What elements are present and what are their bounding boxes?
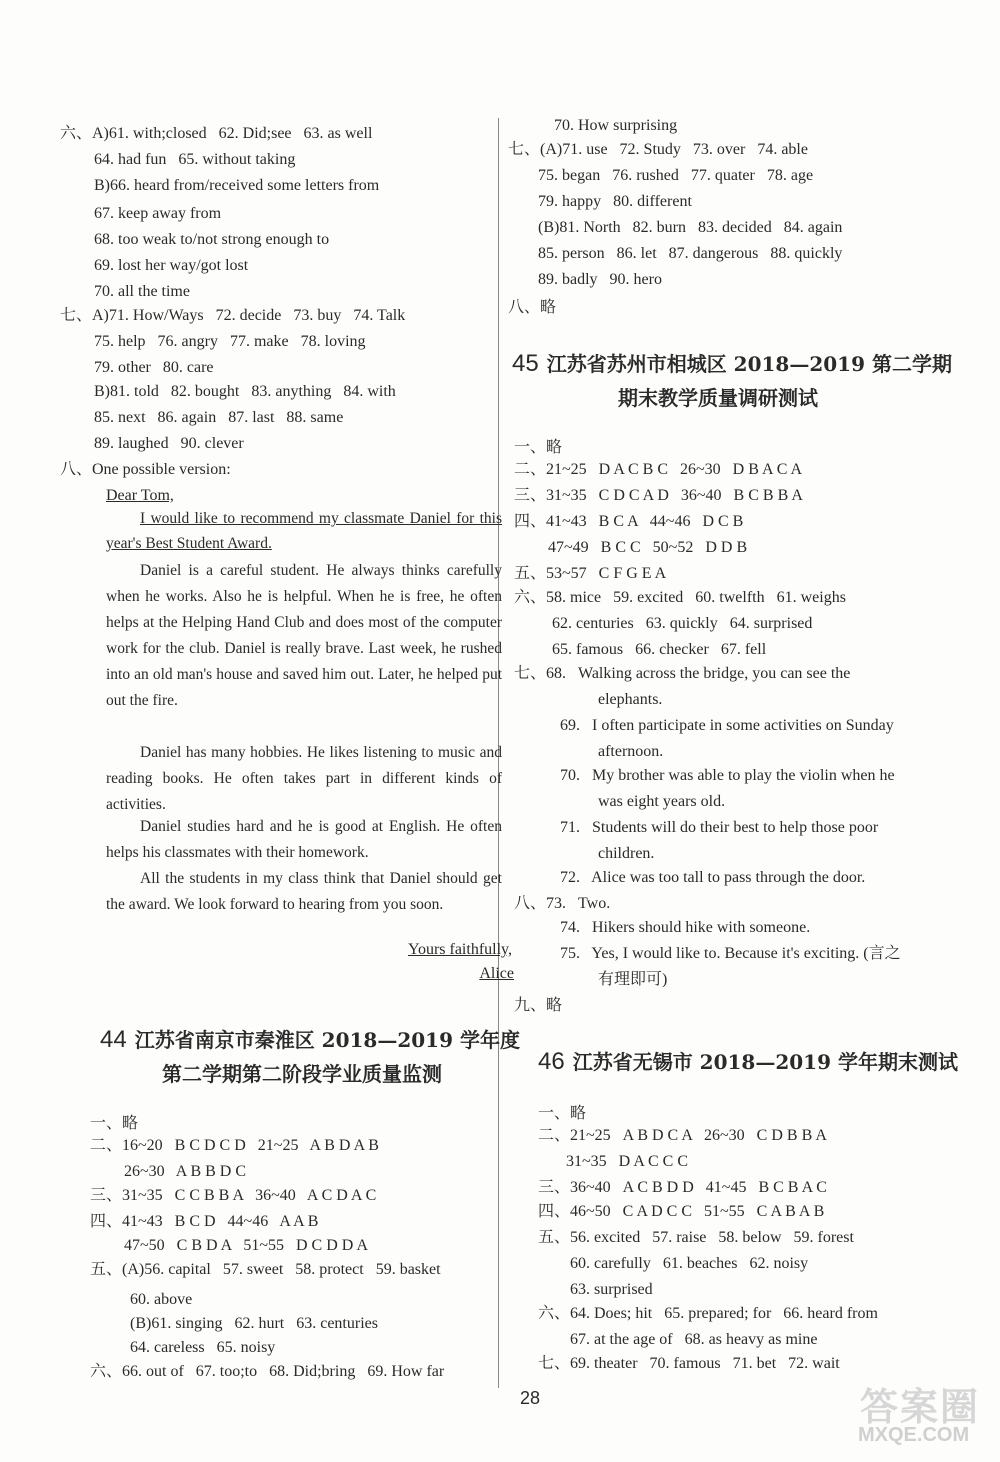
watermark-logo bbox=[840, 1376, 990, 1456]
answer-line: 26~30 A B B D C bbox=[124, 1163, 247, 1180]
answer-line: 六、66. out of 67. too;to 68. Did;bring 69. How far bbox=[90, 1363, 445, 1380]
answer-line: 六、58. mice 59. excited 60. twelfth 61. weighs bbox=[514, 589, 846, 606]
answer-line: 75. help 76. angry 77. make 78. loving bbox=[94, 333, 366, 350]
answer-line: 三、31~35 C C B B A 36~40 A C D A C bbox=[90, 1187, 377, 1204]
answer-line: 65. famous 66. checker 67. fell bbox=[552, 641, 767, 658]
page-number: 28 bbox=[520, 1388, 541, 1408]
answer-line: 四、41~43 B C D 44~46 A A B bbox=[90, 1213, 319, 1230]
answer-line: 68. too weak to/not strong enough to bbox=[94, 231, 330, 248]
answer-line: 二、21~25 A B D C A 26~30 C D B B A bbox=[538, 1127, 827, 1144]
answer-line: 七、69. theater 70. famous 71. bet 72. wait bbox=[538, 1355, 840, 1372]
letter-paragraph-2: Daniel is a careful student. He always thinks carefully when he works. Also he is helpful. When he is free, he often helps at the Helping Hand Club and does most of the computer work for the club. Daniel is really brave. Last week, he rushed into an old man's house and saved him out. Later, he helped put out the fire. bbox=[106, 562, 502, 709]
section-44-title bbox=[100, 1024, 520, 1054]
section-46-title bbox=[538, 1046, 958, 1076]
answer-line: 79. other 80. care bbox=[94, 359, 214, 376]
answer-line: 69. I often participate in some activities on Sunday bbox=[560, 717, 894, 734]
answer-line: 60. carefully 61. beaches 62. noisy bbox=[570, 1255, 809, 1272]
answer-line: 六、64. Does; hit 65. prepared; for 66. heard from bbox=[538, 1305, 878, 1322]
answer-line: afternoon. bbox=[598, 743, 664, 760]
answer-line: 89. badly 90. hero bbox=[538, 271, 662, 288]
answer-line: 75. began 76. rushed 77. quater 78. age bbox=[538, 167, 814, 184]
answer-line: 三、36~40 A C B D D 41~45 B C B A C bbox=[538, 1179, 827, 1196]
answer-line: (B)61. singing 62. hurt 63. centuries bbox=[130, 1315, 378, 1332]
answer-line: 二、16~20 B C D C D 21~25 A B D A B bbox=[90, 1137, 379, 1154]
answer-line: 八、One possible version: bbox=[60, 461, 231, 478]
answer-line: 69. lost her way/got lost bbox=[94, 257, 249, 274]
answer-line: 二、21~25 D A C B C 26~30 D B A C A bbox=[514, 461, 803, 478]
letter-paragraph-4: Daniel studies hard and he is good at English. He often helps his classmates with their homework. bbox=[106, 818, 502, 861]
answer-line: 63. surprised bbox=[570, 1281, 653, 1298]
answer-line: 47~50 C B D A 51~55 D C D D A bbox=[124, 1237, 369, 1254]
answer-line: 三、31~35 C D C A D 36~40 B C B B A bbox=[514, 487, 803, 504]
answer-line: B)66. heard from/received some letters from bbox=[94, 177, 380, 194]
section-title-line-1: 江苏省苏州市相城区 2018—2019 第二学期 bbox=[546, 352, 952, 376]
answer-line: 八、73. Two. bbox=[514, 895, 611, 912]
section-number: 44 bbox=[100, 1026, 127, 1053]
answer-line: 四、41~43 B C A 44~46 D C B bbox=[514, 513, 744, 530]
section-44-subtitle: 第二学期第二阶段学业质量监测 bbox=[162, 1062, 442, 1086]
answer-line: 六、A)61. with;closed 62. Did;see 63. as well bbox=[60, 125, 373, 142]
answer-line: 70. My brother was able to play the violin when he bbox=[560, 767, 895, 784]
answer-line: 67. at the age of 68. as heavy as mine bbox=[570, 1331, 818, 1348]
answer-line: 67. keep away from bbox=[94, 205, 222, 222]
answer-line: 74. Hikers should hike with someone. bbox=[560, 919, 811, 936]
answer-line: 一、略 bbox=[538, 1105, 587, 1122]
answer-line: 71. Students will do their best to help those poor bbox=[560, 819, 879, 836]
answer-line: 七、(A)71. use 72. Study 73. over 74. able bbox=[508, 141, 808, 158]
answer-line: 七、A)71. How/Ways 72. decide 73. buy 74. Talk bbox=[60, 307, 406, 324]
answer-line: 八、略 bbox=[508, 299, 557, 316]
answer-line: 64. had fun 65. without taking bbox=[94, 151, 296, 168]
section-45-title bbox=[512, 348, 952, 378]
answer-line: 七、68. Walking across the bridge, you can see the bbox=[514, 665, 851, 682]
letter-salutation: Dear Tom, bbox=[106, 487, 174, 504]
watermark-url: MXQE.COM bbox=[858, 1424, 970, 1446]
answer-line: 60. above bbox=[130, 1291, 193, 1308]
answer-line: 一、略 bbox=[90, 1115, 139, 1132]
answer-line: 64. careless 65. noisy bbox=[130, 1339, 276, 1356]
answer-line: 75. Yes, I would like to. Because it's exciting. (言之 bbox=[560, 945, 901, 962]
answer-line: 62. centuries 63. quickly 64. surprised bbox=[552, 615, 813, 632]
answer-line: 五、(A)56. capital 57. sweet 58. protect 59. basket bbox=[90, 1261, 441, 1278]
section-number: 45 bbox=[512, 350, 539, 377]
section-45-subtitle: 期末教学质量调研测试 bbox=[618, 386, 818, 410]
answer-line: 70. all the time bbox=[94, 283, 190, 300]
answer-line: 九、略 bbox=[514, 997, 563, 1014]
letter-signature: Alice bbox=[479, 965, 514, 982]
answer-line: (B)81. North 82. burn 83. decided 84. again bbox=[538, 219, 843, 236]
letter-closing: Yours faithfully, bbox=[407, 941, 512, 958]
section-title-line-1: 江苏省南京市秦淮区 2018—2019 学年度 bbox=[134, 1028, 520, 1052]
answer-line: 五、56. excited 57. raise 58. below 59. forest bbox=[538, 1229, 854, 1246]
answer-line: B)81. told 82. bought 83. anything 84. with bbox=[94, 383, 396, 400]
answer-line: 有理即可) bbox=[598, 971, 668, 988]
letter-paragraph-5: All the students in my class think that Daniel should get the award. We look forward to hearing from you soon. bbox=[106, 870, 502, 913]
answer-line: 85. next 86. again 87. last 88. same bbox=[94, 409, 344, 426]
answer-line: 五、53~57 C F G E A bbox=[514, 565, 667, 582]
letter-paragraph-1: I would like to recommend my classmate Daniel for this year's Best Student Award. bbox=[106, 510, 502, 552]
answer-line: 85. person 86. let 87. dangerous 88. quickly bbox=[538, 245, 843, 262]
answer-line: children. bbox=[598, 845, 655, 862]
answer-line: 70. How surprising bbox=[554, 117, 678, 134]
answer-line: elephants. bbox=[598, 691, 663, 708]
answer-line: 一、略 bbox=[514, 439, 563, 456]
section-number: 46 bbox=[538, 1048, 565, 1075]
answer-line: was eight years old. bbox=[598, 793, 726, 810]
answer-line: 79. happy 80. different bbox=[538, 193, 692, 210]
answer-line: 47~49 B C C 50~52 D D B bbox=[548, 539, 748, 556]
section-title-line-1: 江苏省无锡市 2018—2019 学年期末测试 bbox=[572, 1050, 958, 1074]
answer-line: 四、46~50 C A D C C 51~55 C A B A B bbox=[538, 1203, 825, 1220]
answer-line: 89. laughed 90. clever bbox=[94, 435, 244, 452]
letter-paragraph-3: Daniel has many hobbies. He likes listening to music and reading books. He often takes part in different kinds of activities. bbox=[106, 744, 502, 813]
watermark-text: 答案圈 bbox=[860, 1385, 981, 1429]
answer-line: 72. Alice was too tall to pass through the door. bbox=[560, 869, 866, 886]
answer-line: 31~35 D A C C C bbox=[566, 1153, 689, 1170]
